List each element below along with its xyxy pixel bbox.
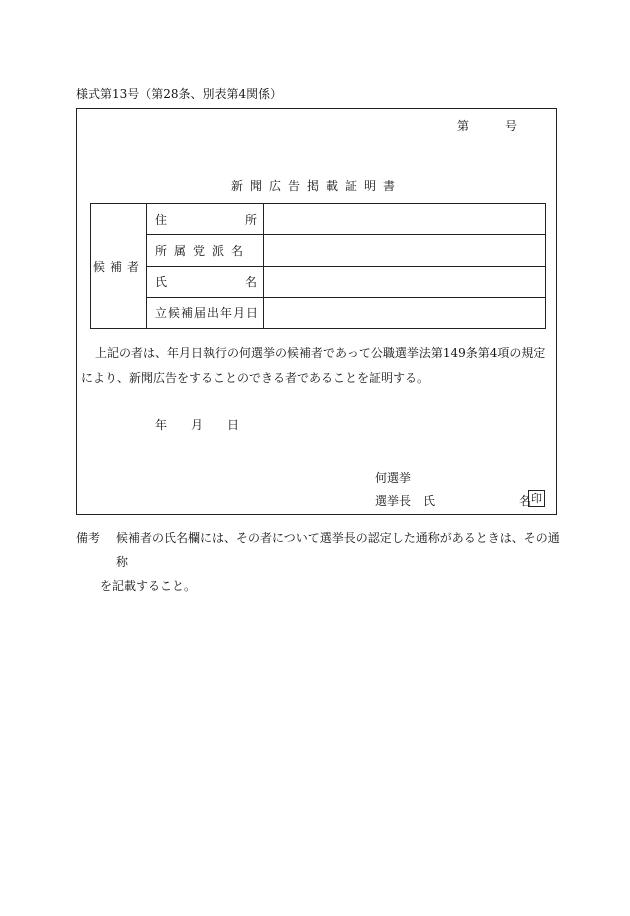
address-label	[147, 204, 264, 235]
address-label-a: 住	[155, 212, 168, 227]
address-value[interactable]	[264, 204, 546, 235]
certification-statement: 上記の者は、年月日執行の何選挙の候補者であって公職選挙法第149条第4項の規定により、新聞広告をすることのできる者であることを証明する。	[81, 346, 546, 385]
remarks	[76, 526, 562, 598]
table-row	[91, 266, 546, 297]
name-label	[147, 266, 264, 297]
name-value[interactable]	[264, 266, 546, 297]
remarks-label: 備考	[76, 531, 101, 545]
filing-date-label: 立候補届出年月日	[147, 297, 264, 328]
table-row	[91, 297, 546, 328]
candidate-group-label: 候補者	[91, 204, 147, 329]
certificate-frame	[76, 108, 557, 515]
election-officer-line: 選挙長 氏 名	[375, 494, 532, 508]
party-value[interactable]	[264, 235, 546, 266]
candidate-table	[90, 203, 546, 329]
address-label-b: 所	[244, 212, 257, 227]
document-title: 新聞広告掲載証明書	[230, 179, 402, 193]
name-label-a: 氏	[155, 275, 168, 290]
date-line: 年 月 日	[155, 418, 240, 432]
form-id: 様式第13号（第28条、別表第4関係）	[76, 87, 283, 101]
election-name: 何選挙	[375, 471, 412, 485]
remarks-text-line2: を記載すること。	[100, 579, 197, 593]
party-label: 所属党派名	[147, 235, 264, 266]
remarks-text-line1: 候補者の氏名欄には、その者について選挙長の認定した通称があるときは、その通称	[116, 531, 560, 569]
filing-date-value[interactable]	[264, 297, 546, 328]
certificate-number-label: 第 号	[457, 119, 518, 133]
table-row	[91, 235, 546, 266]
table-row	[91, 204, 546, 235]
seal-box: 印	[528, 490, 545, 507]
name-label-b: 名	[244, 275, 257, 290]
